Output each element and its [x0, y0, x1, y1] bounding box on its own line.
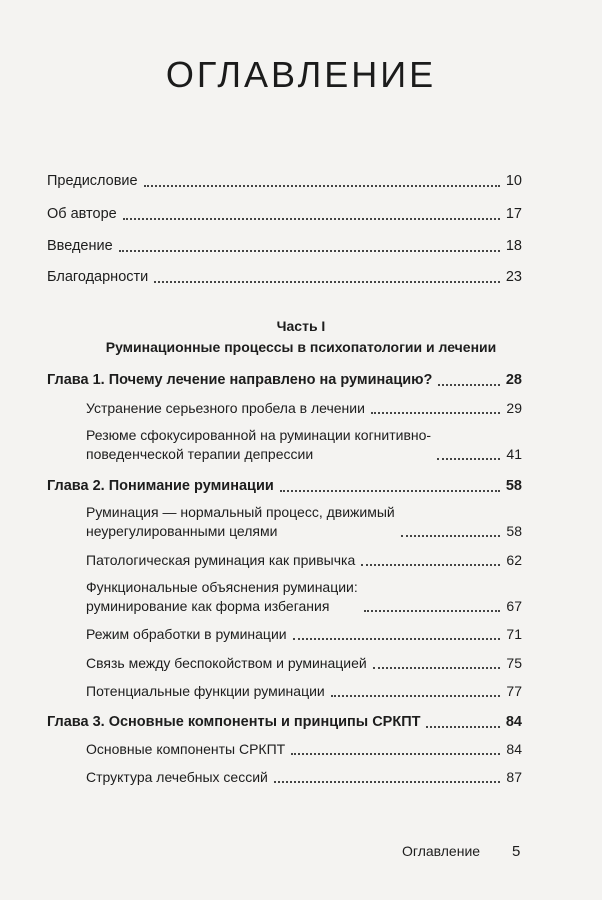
page-title: ОГЛАВЛЕНИЕ: [165, 54, 437, 95]
dot-leader: [361, 564, 500, 566]
dot-leader: [426, 726, 499, 728]
section-title: [86, 503, 395, 541]
page-number: 5: [512, 843, 521, 860]
toc-page-number: 75: [506, 655, 522, 671]
toc-page-number: 29: [506, 400, 522, 416]
toc-page-number: 67: [506, 598, 522, 614]
dot-leader: [291, 753, 500, 755]
section-title-line: поведенческой терапии депрессии: [86, 446, 314, 462]
toc-page-number: 28: [505, 372, 522, 388]
dot-leader: [154, 281, 500, 283]
dot-leader: [331, 695, 501, 697]
toc-page-number: 18: [505, 238, 522, 254]
toc-page-number: 10: [505, 173, 522, 189]
section-title: [86, 426, 431, 464]
toc-page-number: 41: [506, 446, 522, 462]
toc-entry-label: Введение: [47, 238, 113, 254]
dot-leader: [371, 412, 501, 414]
section-title: [86, 578, 358, 616]
section-title: Режим обработки в руминации: [86, 626, 287, 642]
section-title-line: Функциональные объяснения руминации:: [86, 579, 358, 595]
dot-leader: [364, 610, 501, 612]
toc-page-number: 58: [505, 478, 522, 494]
toc-section[interactable]: [86, 625, 522, 644]
dot-leader: [437, 458, 500, 460]
part-label: Часть I: [276, 318, 326, 334]
toc-page-number: 84: [505, 714, 522, 730]
toc-section[interactable]: [86, 399, 522, 418]
dot-leader: [293, 638, 501, 640]
toc-entry-label: Благодарности: [47, 269, 149, 285]
toc-section[interactable]: [86, 654, 522, 673]
toc-section[interactable]: [86, 551, 522, 570]
section-title: Патологическая руминация как привычка: [86, 552, 356, 568]
chapter-title: Глава 3. Основные компоненты и принципы СРКПТ: [47, 714, 421, 730]
section-title-line: неурегулированными целями: [86, 523, 278, 539]
dot-leader: [274, 781, 501, 783]
toc-entry-introduction[interactable]: [47, 237, 522, 256]
toc-page-number: 62: [506, 552, 522, 568]
dot-leader: [280, 490, 500, 492]
section-title: Устранение серьезного пробела в лечении: [86, 400, 365, 416]
dot-leader: [438, 384, 499, 386]
toc-entry-about-author[interactable]: [47, 205, 522, 224]
dot-leader: [144, 185, 500, 187]
section-title: Основные компоненты СРКПТ: [86, 741, 286, 757]
toc-chapter-2[interactable]: [47, 477, 522, 496]
toc-section[interactable]: [86, 768, 522, 787]
toc-entry-label: Предисловие: [47, 173, 138, 189]
toc-section[interactable]: [86, 682, 522, 701]
dot-leader: [401, 535, 501, 537]
chapter-title: Глава 1. Почему лечение направлено на руминацию?: [47, 372, 433, 388]
toc-page-number: 71: [506, 626, 522, 642]
section-title-line: руминирование как форма избегания: [86, 598, 330, 614]
section-title-line: Резюме сфокусированной на руминации когнитивно-: [86, 427, 432, 443]
toc-entry-acknowledgements[interactable]: [47, 268, 522, 287]
toc-page-number: 23: [505, 269, 522, 285]
toc-section[interactable]: [86, 426, 522, 464]
toc-section[interactable]: [86, 578, 522, 616]
toc-page-number: 17: [505, 206, 522, 222]
toc-page-number: 87: [506, 769, 522, 785]
toc-entry-preface[interactable]: [47, 172, 522, 191]
toc-section[interactable]: [86, 740, 522, 759]
toc-chapter-3[interactable]: [47, 713, 522, 732]
part-title: Руминационные процессы в психопатологии и лечении: [105, 339, 497, 355]
section-title: Структура лечебных сессий: [86, 769, 268, 785]
toc-page-number: 84: [506, 741, 522, 757]
toc-entry-label: Об авторе: [47, 206, 117, 222]
section-title-line: Руминация — нормальный процесс, движимый: [86, 504, 395, 520]
toc-page-number: 77: [506, 683, 522, 699]
chapter-title: Глава 2. Понимание руминации: [47, 478, 274, 494]
running-footer: Оглавление: [402, 843, 481, 859]
dot-leader: [373, 667, 501, 669]
dot-leader: [123, 218, 500, 220]
toc-page-number: 58: [506, 523, 522, 539]
section-title: Связь между беспокойством и руминацией: [86, 655, 367, 671]
dot-leader: [119, 250, 500, 252]
toc-chapter-1[interactable]: [47, 371, 522, 390]
section-title: Потенциальные функции руминации: [86, 683, 325, 699]
toc-section[interactable]: [86, 503, 522, 541]
